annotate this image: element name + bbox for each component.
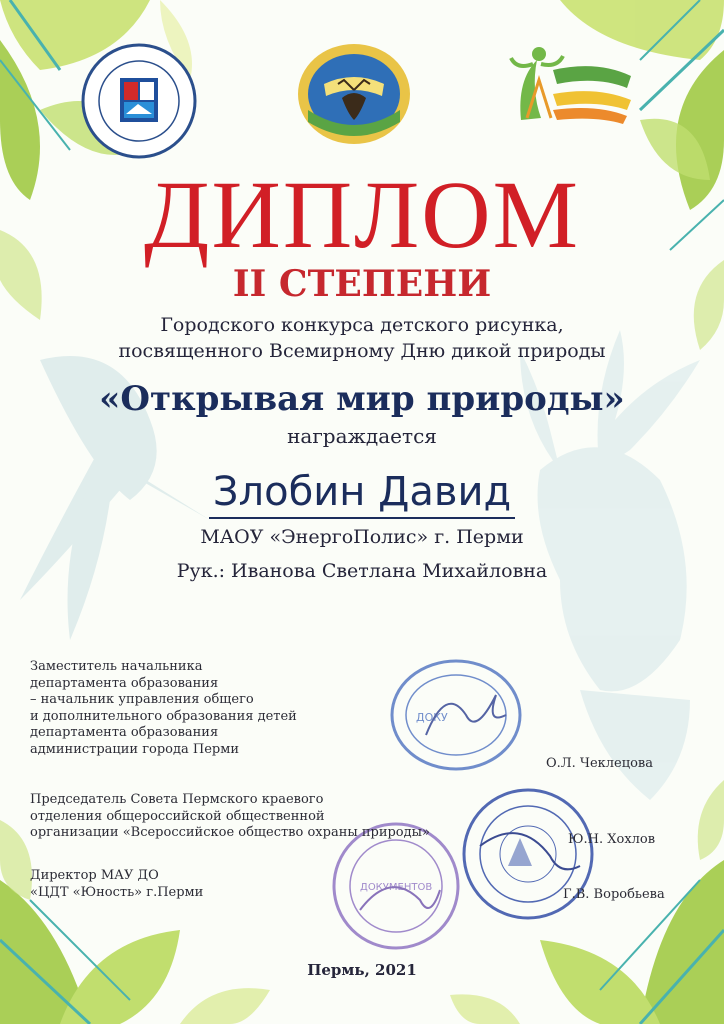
svg-text:ДОКУМЕНТОВ: ДОКУМЕНТОВ (360, 882, 433, 893)
signatory-1-line: департамента образования (30, 675, 219, 691)
recipient-name-wrapper (0, 466, 724, 518)
contest-name: «Открывая мир природы» (99, 379, 625, 419)
signatory-2-title (30, 792, 430, 842)
city-year: Пермь, 2021 (307, 961, 417, 979)
signatory-1-line: департамента образования (30, 725, 219, 740)
signatory-1-line: и дополнительного образования детей (30, 708, 297, 724)
signatory-3-name: Г.В. Воробьева (563, 887, 665, 902)
signatory-1-line: администрации города Перми (30, 741, 240, 757)
diploma-degree: II СТЕПЕНИ (232, 263, 492, 305)
school-name: МАОУ «ЭнергоПолис» г. Перми (200, 526, 524, 548)
contest-description-line1: Городского конкурса детского рисунка, (160, 314, 564, 336)
awarded-label: награждается (287, 424, 437, 448)
signatory-1-line: Заместитель начальника (30, 659, 203, 674)
department-education-logo (80, 42, 198, 160)
vooop-logo (294, 40, 414, 148)
signatory-2-name: Ю.Н. Хохлов (568, 832, 656, 847)
signatory-1-name: О.Л. Чеклецова (546, 756, 653, 771)
signatory-2-line: организации «Всероссийское общество охраны природы» (30, 825, 430, 840)
recipient-name: Злобин Давид (209, 469, 515, 519)
signatory-3-line: Директор МАУ ДО (30, 868, 159, 883)
contest-description-line2: посвященного Всемирному Дню дикой природы (118, 340, 606, 362)
signatory-2-line: отделения общероссийской общественной (30, 808, 325, 824)
signatory-1-title (30, 659, 297, 758)
diploma-title: ДИПЛОМ (144, 161, 580, 268)
svg-text:ДОКУ: ДОКУ (416, 711, 448, 724)
signatory-2-line: Председатель Совета Пермского краевого (30, 792, 324, 807)
signatory-1-line: – начальник управления общего (30, 692, 254, 707)
leaves-bottom-left (0, 820, 270, 1024)
leader-name: Рук.: Иванова Светлана Михайловна (176, 560, 548, 582)
signatory-3-title (30, 868, 203, 901)
signatory-3-line: «ЦДТ «Юность» г.Перми (30, 884, 204, 900)
department-stamp (386, 655, 526, 775)
yunost-logo (507, 40, 637, 130)
